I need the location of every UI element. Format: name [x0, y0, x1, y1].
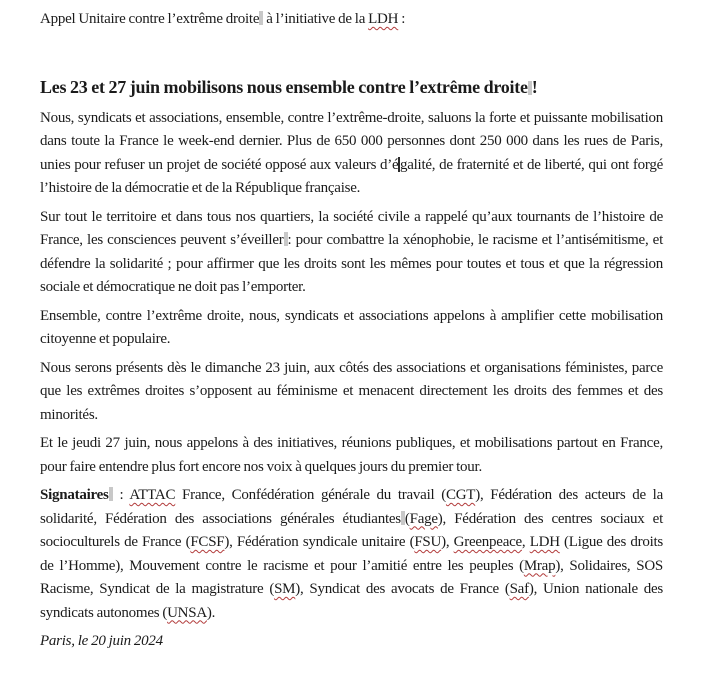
paragraph-body: [40, 484, 663, 625]
text-segment: :: [398, 11, 406, 27]
paragraph-body: [40, 107, 663, 201]
spellcheck-word: CGT: [445, 487, 476, 503]
paragraph-date: [40, 630, 663, 654]
spellcheck-word: SM: [274, 581, 296, 597]
text-segment: Les 23 et 27 juin mobilisons nous ensemble contre l’extrême droite: [40, 76, 528, 97]
text-segment: ), Solidaires, SOS Racisme, Syndicat de la magistrature (: [40, 557, 663, 597]
spellcheck-word: Greenpeace: [453, 534, 522, 550]
text-segment: !: [531, 76, 538, 97]
spellcheck-word: Fage: [409, 510, 438, 527]
text-segment: Nous serons présents dès le dimanche 23 juin, aux côtés des associations et organisations féministes, parce que les extrêmes droites s’opposent au féminisme et menacent directement les droits des femmes et des minorités.: [40, 359, 663, 423]
text-segment: Sur tout le territoire et dans tous nos quartiers, la société civile a rappelé qu’aux tournants de l’histoire de France, les consciences peuvent s’éveiller: [40, 208, 663, 248]
text-segment: Appel Unitaire contre l’extrême droite: [40, 11, 260, 27]
spellcheck-word: LDH: [529, 534, 560, 550]
text-segment: Ensemble, contre l’extrême droite, nous, syndicats et associations appelons à amplifier cette mobilisation citoyenne et populaire.: [40, 307, 663, 347]
text-segment: ,: [521, 534, 530, 550]
text-segment: galité, de fraternité et de liberté, qui ont forgé l’histoire de la démocratie et de la République française.: [40, 156, 663, 196]
text-segment: ).: [206, 604, 216, 621]
paragraph-body: [40, 432, 663, 479]
text-segment: (: [404, 510, 410, 527]
spellcheck-word: LDH: [368, 11, 399, 27]
spellcheck-word: Mrap: [523, 557, 556, 574]
text-segment: Et le jeudi 27 juin, nous appelons à des initiatives, réunions publiques, et mobilisations partout en France, pour faire entendre plus fort encore nos voix à quelques jours du premier tour.: [40, 435, 663, 475]
spellcheck-word: FCSF: [190, 534, 225, 550]
text-segment: ), Fédération des centres sociaux et socioculturels de France (: [40, 510, 663, 550]
text-segment: à l’initiative de la: [263, 11, 369, 27]
spellcheck-word: Saf: [509, 581, 529, 597]
paragraph-body: [40, 357, 663, 428]
text-segment: ), Syndicat des avocats de France (: [295, 581, 510, 597]
text-segment: Paris, le 20 juin 2024: [40, 633, 163, 649]
spellcheck-word: FSU: [414, 534, 442, 550]
text-segment: ), Fédération syndicale unitaire (: [224, 534, 415, 550]
text-segment: ),: [441, 534, 454, 550]
text-segment: ), Union nationale des syndicats autonomes (: [40, 581, 664, 621]
text-segment: (Ligue des droits de l’Homme), Mouvement contre le racisme et pour l’amitié entre les peuples (: [40, 534, 663, 574]
spellcheck-word: UNSA: [167, 604, 207, 621]
paragraph-body: [40, 305, 663, 352]
text-segment: :: [112, 487, 130, 503]
paragraph-heading: [40, 74, 663, 100]
spellcheck-word: ATTAC: [129, 487, 176, 503]
text-segment: France, Confédération générale du travail (: [175, 487, 446, 503]
bold-text-segment: Signataires: [40, 487, 109, 503]
paragraph-body: [40, 206, 663, 300]
text-segment: : pour combattre la xénophobie, le racisme et l’antisémitisme, et défendre la solidarité ; pour affirmer que les droits sont les mêmes pour toutes et tous et que la régression sociale et démocratique ne doit pas l’emporter.: [40, 232, 664, 295]
text-segment: ), Fédération des acteurs de la solidarité, Fédération des associations générales étudiantes: [40, 487, 664, 527]
text-segment: Nous, syndicats et associations, ensemble, contre l’extrême-droite, saluons la forte et puissante mobilisation dans toute la France le week-end dernier. Plus de 650 000 personnes dont 250 000 dans les rues de Paris, unies pour refuser un projet de société opposé aux valeurs d’é: [40, 109, 663, 173]
paragraph-intro: [40, 8, 663, 32]
